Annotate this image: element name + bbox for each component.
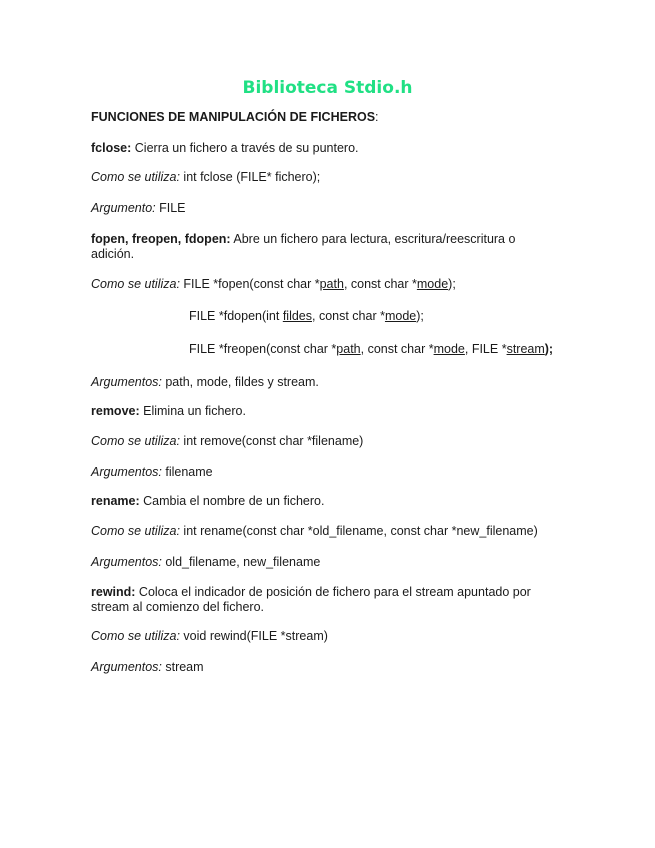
remove-arguments: Argumentos: filename [91, 465, 213, 479]
remove-usage: Como se utiliza: int remove(const char *filename) [91, 434, 364, 448]
rewind-usage: Como se utiliza: void rewind(FILE *stream) [91, 629, 328, 643]
freopen-usage: FILE *freopen(const char *path, const char *mode, FILE *stream); [189, 342, 554, 356]
function-name: remove: [91, 404, 140, 418]
function-name: rename: [91, 494, 140, 508]
fdopen-usage: FILE *fdopen(int fildes, const char *mode); [189, 309, 424, 323]
fclose-description: fclose: Cierra un fichero a través de su puntero. [91, 141, 359, 155]
fclose-argument: Argumento: FILE [91, 201, 186, 215]
rename-usage: Como se utiliza: int rename(const char *old_filename, const char *new_filename) [91, 524, 538, 538]
page-title: Biblioteca Stdio.h [242, 78, 413, 98]
rewind-description: rewind: Coloca el indicador de posición de fichero para el stream apuntado por stream al comienzo del fichero. [91, 585, 531, 614]
fclose-usage: Como se utiliza: int fclose (FILE* fichero); [91, 170, 321, 184]
rename-description: rename: Cambia el nombre de un fichero. [91, 494, 325, 508]
rename-arguments: Argumentos: old_filename, new_filename [91, 555, 321, 569]
function-name: fopen, freopen, fdopen: [91, 232, 231, 246]
section-heading: FUNCIONES DE MANIPULACIÓN DE FICHEROS: [91, 110, 379, 124]
rewind-arguments: Argumentos: stream [91, 660, 204, 674]
function-name: fclose: [91, 141, 132, 155]
function-name: rewind: [91, 585, 136, 599]
fopen-arguments: Argumentos: path, mode, fildes y stream. [91, 375, 319, 389]
fopen-description: fopen, freopen, fdopen: Abre un fichero para lectura, escritura/reescritura o adición. [91, 232, 516, 261]
fopen-usage: Como se utiliza: FILE *fopen(const char *path, const char *mode); [91, 277, 456, 291]
remove-description: remove: Elimina un fichero. [91, 404, 246, 418]
